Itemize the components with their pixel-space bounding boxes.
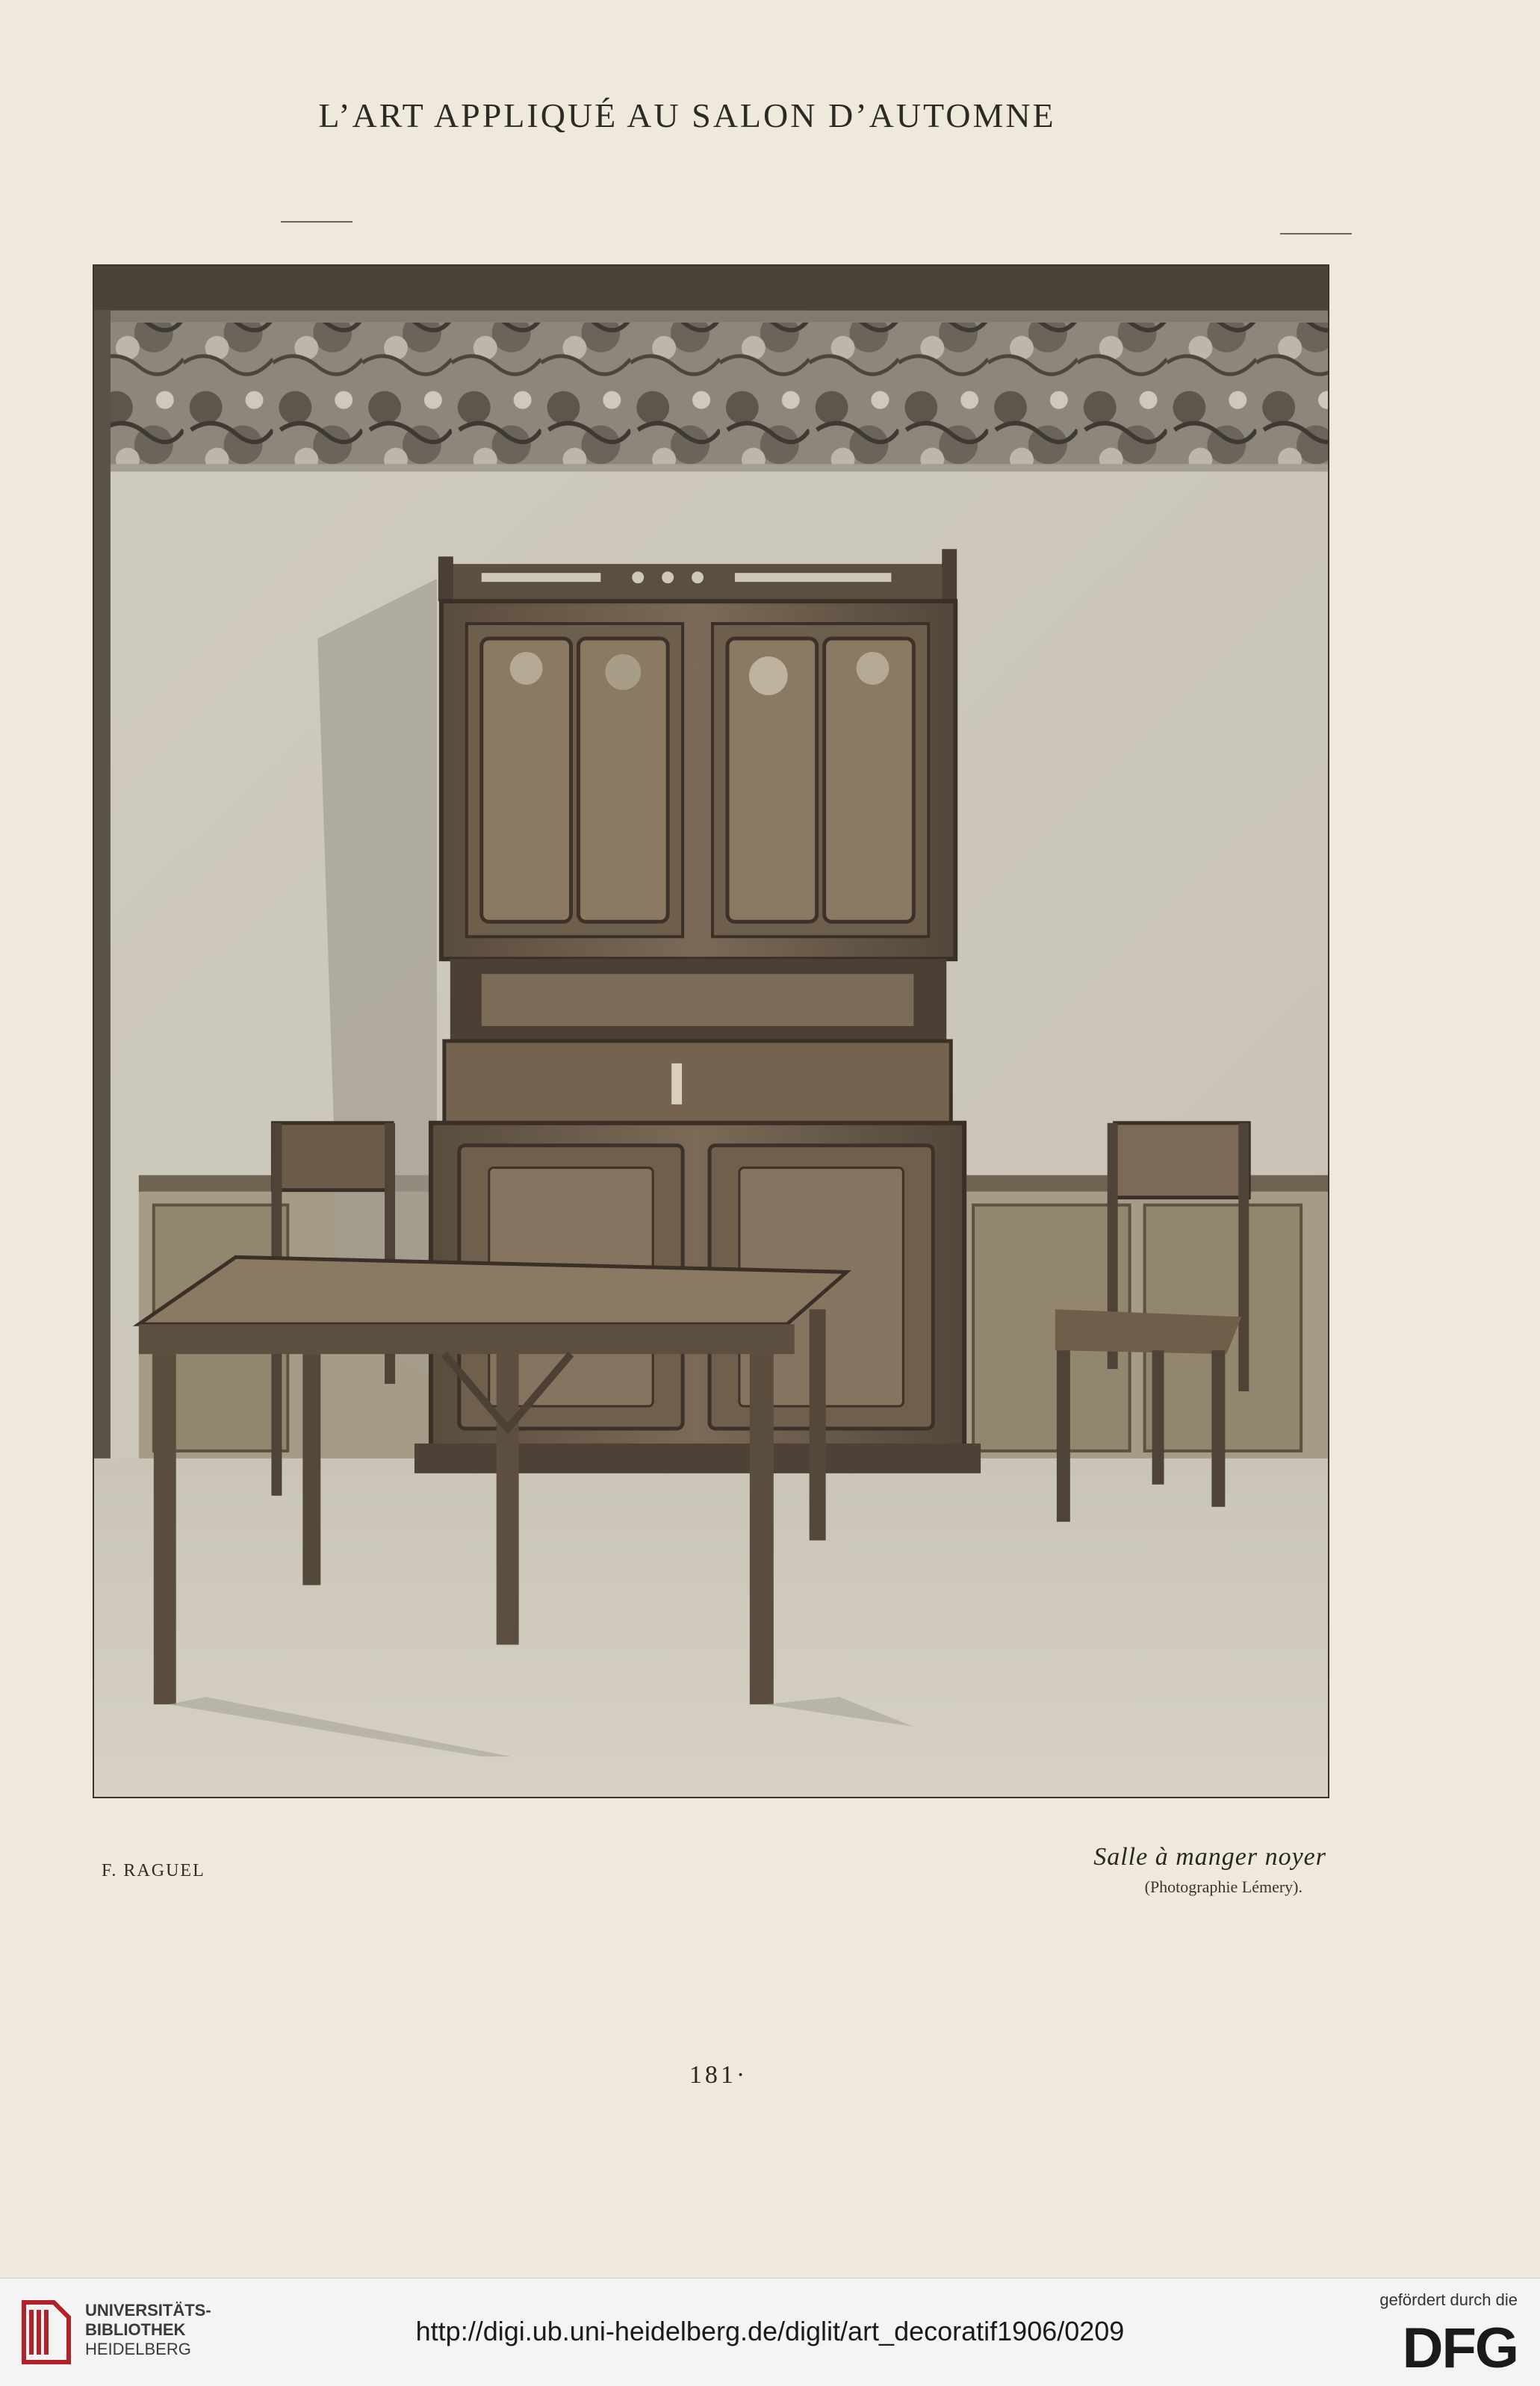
library-line-1: UNIVERSITÄTS-	[85, 2301, 211, 2320]
plate-caption-photo-credit: (Photographie Lémery).	[1144, 1877, 1303, 1896]
permalink-url[interactable]: http://digi.ub.uni-heidelberg.de/diglit/art_decoratif1906/0209	[415, 2316, 1125, 2346]
dfg-logo-icon[interactable]: DFG	[1402, 2317, 1518, 2380]
sponsor-label: gefördert durch die	[1379, 2290, 1518, 2309]
library-line-3: HEIDELBERG	[85, 2340, 191, 2358]
furniture-photograph	[94, 266, 1328, 1797]
page-number: 181·	[689, 2061, 748, 2089]
ornament-rule-left	[281, 221, 353, 223]
photo-plate	[93, 264, 1329, 1798]
digitization-footer	[0, 2278, 1540, 2386]
plate-caption-title: Salle à manger noyer	[1093, 1843, 1326, 1871]
library-line-2: BIBLIOTHEK	[85, 2320, 186, 2339]
artist-credit: F. RAGUEL	[102, 1861, 205, 1880]
ornament-rule-right	[1280, 233, 1352, 234]
running-head: L’ART APPLIQUÉ AU SALON D’AUTOMNE	[318, 96, 1056, 134]
